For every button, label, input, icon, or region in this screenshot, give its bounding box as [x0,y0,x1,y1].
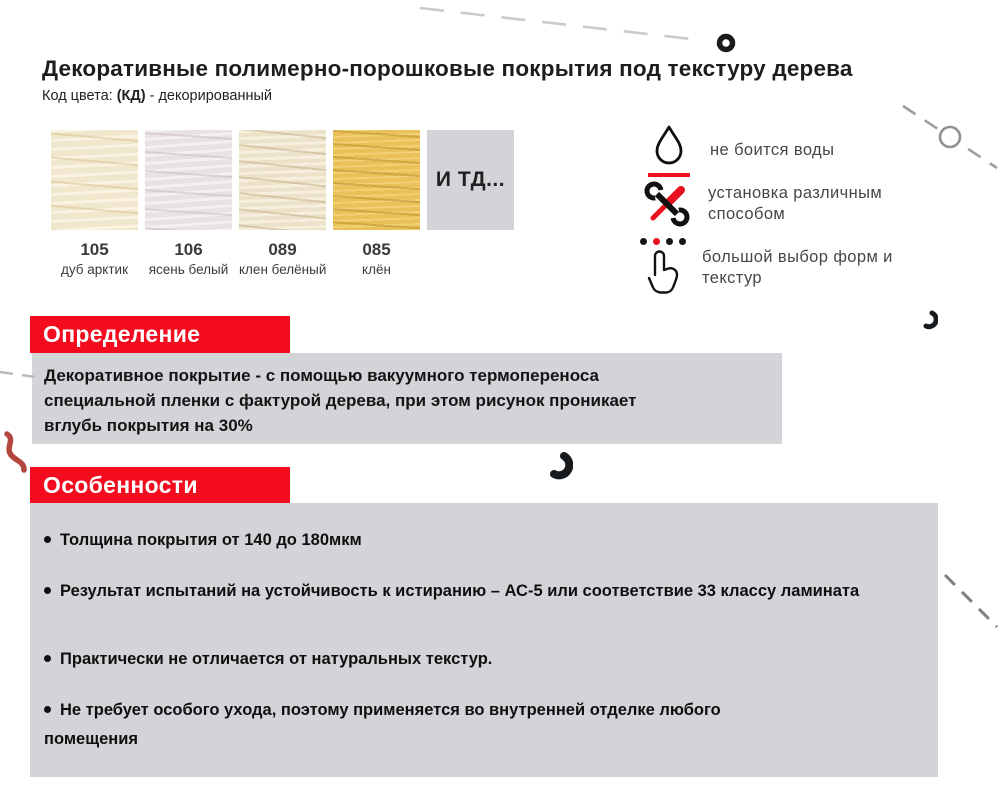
red-underline [648,173,690,177]
swatch-code: 105 [80,240,109,259]
swatch-image-106 [145,130,232,230]
etc-label: И ТД... [427,130,514,230]
swatch-code: 085 [362,240,391,259]
definition-panel [32,353,782,444]
swatch-name: клён [362,262,391,277]
swatch-row [51,130,514,277]
benefit-water [640,124,834,177]
swatch-image-085 [333,130,420,230]
benefit-label: установка различным способом [708,184,883,223]
benefit-label: большой выбор форм и текстур [702,247,893,287]
bullet-dot [44,706,51,713]
dashed-line-bottom-right-icon [935,565,1000,635]
water-drop-icon [651,124,687,170]
definition-text-line: Декоративное покрытие - с помощью вакуумного термопереноса [44,366,599,385]
bullet-dot [44,536,51,543]
selection-dots-icon [640,238,686,245]
benefit-install [638,180,923,228]
swatch-085 [333,130,420,277]
bullet-dot [44,587,51,594]
definition-text-line: специальной пленки с фактурой дерева, при этом рисунок проникает [44,391,637,410]
color-code-subtitle [42,88,272,104]
benefit-label: не боится воды [710,141,835,159]
feature-bullet: Результат испытаний на устойчивость к истиранию – АС-5 или соответствие 33 классу ламината [44,575,924,608]
page-title: Декоративные полимерно-порошковые покрытия под текстуру дерева [42,56,853,81]
subtitle-prefix: Код цвета: [42,88,117,104]
swatch-name: ясень белый [148,262,229,277]
features-panel [30,503,938,777]
swatch-105 [51,130,138,277]
swatch-name: дуб арктик [61,262,128,277]
tools-icon [643,180,691,228]
bullet-dot [44,655,51,662]
feature-bullet: Толщина покрытия от 140 до 180мкм [44,531,362,550]
comma-shape-small-icon [918,308,938,332]
definition-heading: Определение [30,316,290,353]
swatch-image-089 [239,130,326,230]
feature-bullet: Практически не отличается от натуральных текстур. [44,650,492,669]
benefit-choice [634,238,917,297]
swatch-code: 106 [174,240,203,259]
swatch-089 [239,130,326,277]
feature-bullet: Не требует особого ухода, поэтому применяется во внутренней отделке любого помещения [44,701,721,748]
swatch-code: 089 [268,240,297,259]
dashed-line-circle-icon [895,100,1000,175]
swatch-etc [427,130,514,277]
subtitle-code: (КД) [116,88,146,104]
swatch-name: клен белёный [239,262,327,277]
features-heading: Особенности [30,467,290,504]
dashed-line-top-icon [408,0,748,60]
comma-shape-icon [543,448,573,482]
swatch-image-105 [51,130,138,230]
definition-text-line: вглубь покрытия на 30% [44,416,253,435]
swatch-106 [145,130,232,277]
hand-tap-icon [640,247,686,297]
subtitle-suffix: - декорированный [145,88,272,104]
